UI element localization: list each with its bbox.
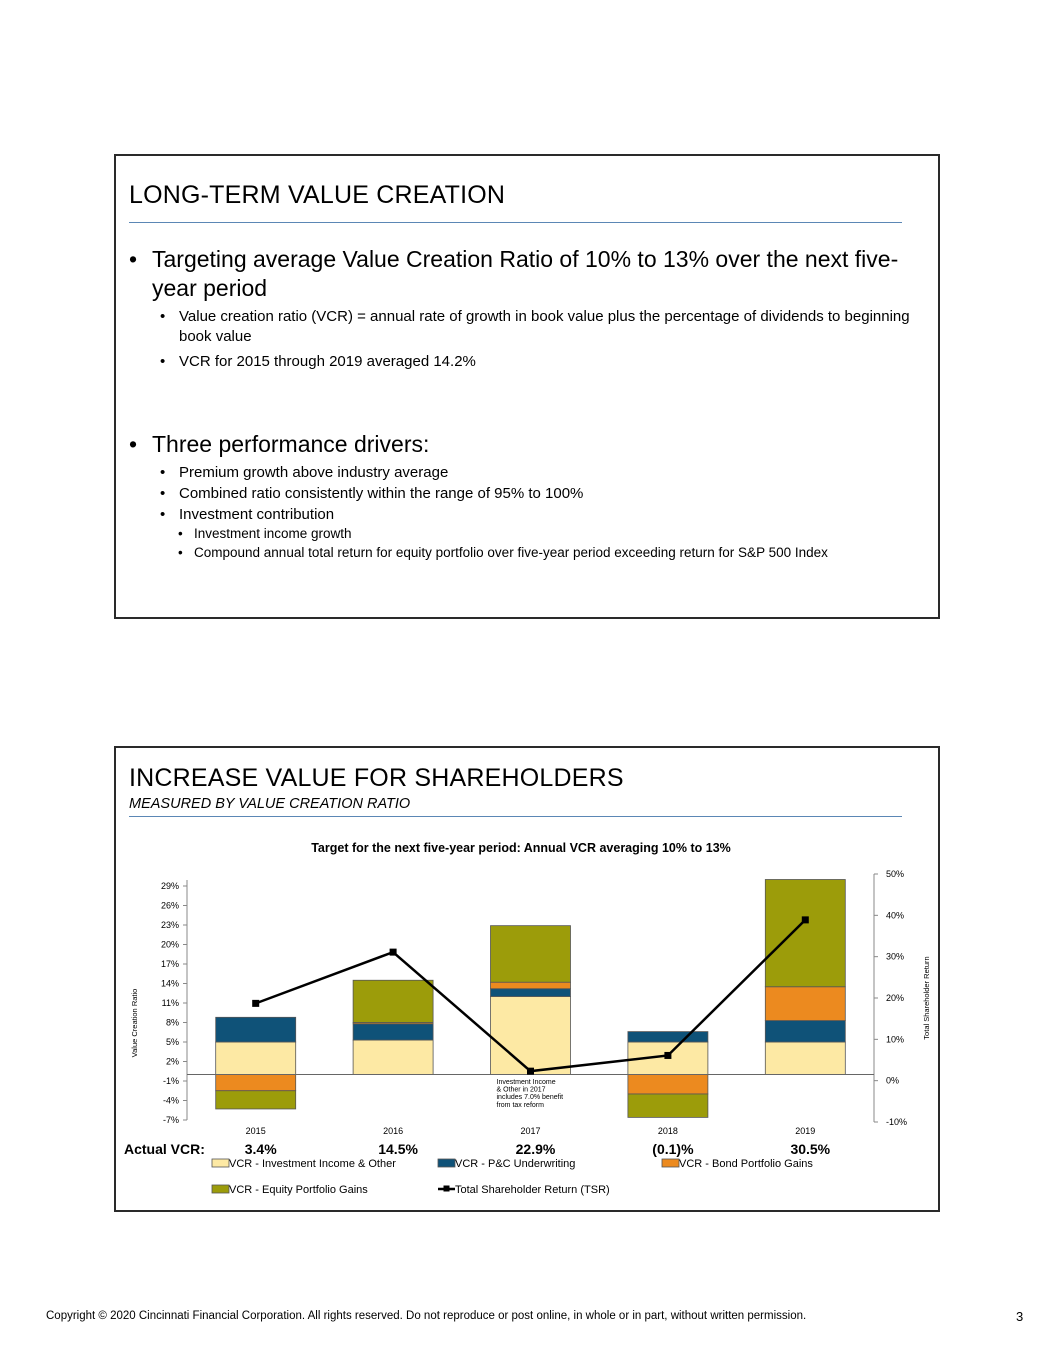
- y2-tick-label: -10%: [886, 1117, 908, 1127]
- y2-tick-label: 20%: [886, 993, 905, 1003]
- bar-segment-vcr-investment-income-other: [491, 997, 571, 1075]
- y-tick-label: 26%: [160, 900, 179, 911]
- bullet-text: Targeting average Value Creation Ratio of 10% to 13% over the next five-year period: [152, 246, 899, 301]
- annotation-text: includes 7.0% benefit: [496, 1094, 564, 1102]
- bullet-text: Value creation ratio (VCR) = annual rate of growth in book value plus the percentage of dividends to beginning book value: [179, 308, 910, 345]
- y-tick-label: 23%: [160, 920, 179, 930]
- sub-bullet-combined-ratio: [160, 484, 930, 504]
- bar-segment-vcr-equity-portfolio-gains: [216, 1091, 296, 1109]
- bullet-icon: •: [160, 485, 166, 502]
- title-divider: [129, 222, 902, 223]
- x-tick-label: 2019: [795, 1126, 816, 1136]
- tsr-point: [252, 1000, 259, 1007]
- y-tick-label: -7%: [162, 1115, 179, 1125]
- vcr-chart: [116, 748, 938, 1210]
- actual-vcr-value: 14.5%: [378, 1141, 418, 1157]
- bar-segment-vcr-p-c-underwriting: [628, 1032, 708, 1042]
- bar-segment-vcr-p-c-underwriting: [491, 989, 571, 997]
- y-tick-label: 20%: [160, 939, 179, 950]
- y2-axis-label: Total Shareholder Return: [922, 956, 931, 1040]
- sub-bullet-investment-contribution: [160, 505, 930, 525]
- annotation-text: & Other in 2017: [496, 1086, 546, 1094]
- bar-segment-vcr-p-c-underwriting: [353, 1024, 433, 1040]
- legend-label: VCR - P&C Underwriting: [455, 1158, 576, 1170]
- tsr-point: [802, 916, 809, 923]
- annotation-text: from tax reform: [496, 1101, 544, 1109]
- bullet-icon: •: [160, 353, 166, 370]
- bullet-performance-drivers: [129, 430, 919, 459]
- y-tick-label: 2%: [165, 1056, 179, 1067]
- y2-tick-label: 30%: [886, 951, 905, 962]
- sub-sub-bullet-investment-income: [178, 525, 938, 543]
- y2-tick-label: 50%: [886, 869, 905, 879]
- bullet-text: Investment income growth: [194, 526, 352, 541]
- actual-vcr-value: (0.1)%: [652, 1141, 694, 1157]
- y2-tick-label: 40%: [886, 910, 905, 921]
- actual-vcr-label: Actual VCR:: [124, 1141, 205, 1157]
- bullet-text: VCR for 2015 through 2019 averaged 14.2%: [179, 353, 476, 370]
- y-tick-label: 5%: [165, 1037, 179, 1047]
- bullet-icon: •: [160, 506, 166, 523]
- bar-segment-vcr-equity-portfolio-gains: [491, 926, 571, 983]
- bar-segment-vcr-p-c-underwriting: [216, 1017, 296, 1042]
- x-tick-label: 2015: [245, 1126, 266, 1136]
- actual-vcr-value: 22.9%: [515, 1141, 556, 1157]
- chart-title: Target for the next five-year period: Annual VCR averaging 10% to 13%: [311, 841, 731, 855]
- tsr-point: [390, 949, 397, 956]
- legend-label: Total Shareholder Return (TSR): [455, 1184, 610, 1196]
- copyright-footer: Copyright © 2020 Cincinnati Financial Corporation. All rights reserved. Do not reproduce or post online, in whole or in part, without written permission.: [46, 1310, 807, 1322]
- y-tick-label: 14%: [160, 978, 179, 989]
- y-tick-label: 17%: [160, 959, 179, 969]
- bullet-icon: •: [160, 308, 166, 325]
- tsr-point: [664, 1052, 671, 1059]
- legend-swatch: [212, 1159, 229, 1167]
- legend-marker: [444, 1186, 450, 1192]
- page-number: 3: [1016, 1309, 1024, 1324]
- bullet-icon: •: [178, 545, 183, 560]
- bar-segment-vcr-investment-income-other: [353, 1040, 433, 1074]
- legend-swatch: [212, 1185, 229, 1193]
- bullet-text: Three performance drivers:: [152, 431, 430, 457]
- bullet-icon: •: [129, 246, 138, 272]
- bar-segment-vcr-equity-portfolio-gains: [765, 880, 845, 987]
- y-tick-label: -4%: [162, 1095, 179, 1106]
- y-tick-label: 8%: [165, 1017, 179, 1028]
- bar-segment-vcr-bond-portfolio-gains: [216, 1075, 296, 1091]
- bar-segment-vcr-equity-portfolio-gains: [353, 980, 433, 1022]
- slide-title: LONG-TERM VALUE CREATION: [129, 181, 506, 209]
- tsr-point: [527, 1068, 534, 1075]
- slide-title: INCREASE VALUE FOR SHAREHOLDERS: [129, 764, 624, 792]
- bullet-text: Combined ratio consistently within the range of 95% to 100%: [179, 485, 584, 502]
- bullet-icon: •: [178, 526, 183, 541]
- bullet-text: Premium growth above industry average: [179, 464, 449, 481]
- legend-label: VCR - Equity Portfolio Gains: [229, 1184, 368, 1196]
- bar-segment-vcr-bond-portfolio-gains: [491, 982, 571, 989]
- actual-vcr-value: 3.4%: [244, 1141, 277, 1157]
- y-axis-label: Value Creation Ratio: [130, 988, 139, 1058]
- bar-segment-vcr-investment-income-other: [216, 1042, 296, 1075]
- slide-subtitle: MEASURED BY VALUE CREATION RATIO: [129, 796, 411, 812]
- annotation-text: Investment Income: [496, 1079, 556, 1086]
- legend-label: VCR - Bond Portfolio Gains: [679, 1158, 813, 1170]
- y-tick-label: 11%: [161, 998, 179, 1008]
- y-tick-label: -1%: [162, 1076, 179, 1086]
- sub-sub-bullet-equity-return: [178, 544, 938, 562]
- legend-swatch: [438, 1159, 455, 1167]
- bullet-text: Compound annual total return for equity portfolio over five-year period exceeding return for S&P 500 Index: [194, 545, 828, 560]
- x-tick-label: 2017: [520, 1126, 541, 1136]
- x-tick-label: 2016: [383, 1126, 404, 1136]
- slide-long-term-value-creation: [114, 154, 940, 619]
- y-tick-label: 29%: [160, 881, 179, 891]
- sub-bullet-vcr-definition: [160, 307, 930, 347]
- actual-vcr-value: 30.5%: [790, 1141, 831, 1157]
- bullet-icon: •: [160, 464, 166, 481]
- bar-segment-vcr-bond-portfolio-gains: [628, 1075, 708, 1095]
- sub-bullet-vcr-average: [160, 352, 930, 372]
- bar-segment-vcr-p-c-underwriting: [765, 1021, 845, 1042]
- legend-swatch: [662, 1159, 679, 1167]
- y2-tick-label: 10%: [886, 1034, 905, 1045]
- bullet-text: Investment contribution: [179, 506, 335, 523]
- slide-increase-value: [114, 746, 940, 1212]
- bar-segment-vcr-bond-portfolio-gains: [765, 987, 845, 1021]
- bullet-vcr-target: [129, 245, 919, 303]
- y2-tick-label: 0%: [886, 1075, 900, 1086]
- bar-segment-vcr-equity-portfolio-gains: [628, 1094, 708, 1117]
- x-tick-label: 2018: [657, 1126, 678, 1136]
- sub-bullet-premium-growth: [160, 463, 930, 483]
- legend-label: VCR - Investment Income & Other: [229, 1158, 396, 1170]
- bullet-icon: •: [129, 431, 138, 457]
- bar-segment-vcr-investment-income-other: [765, 1042, 845, 1075]
